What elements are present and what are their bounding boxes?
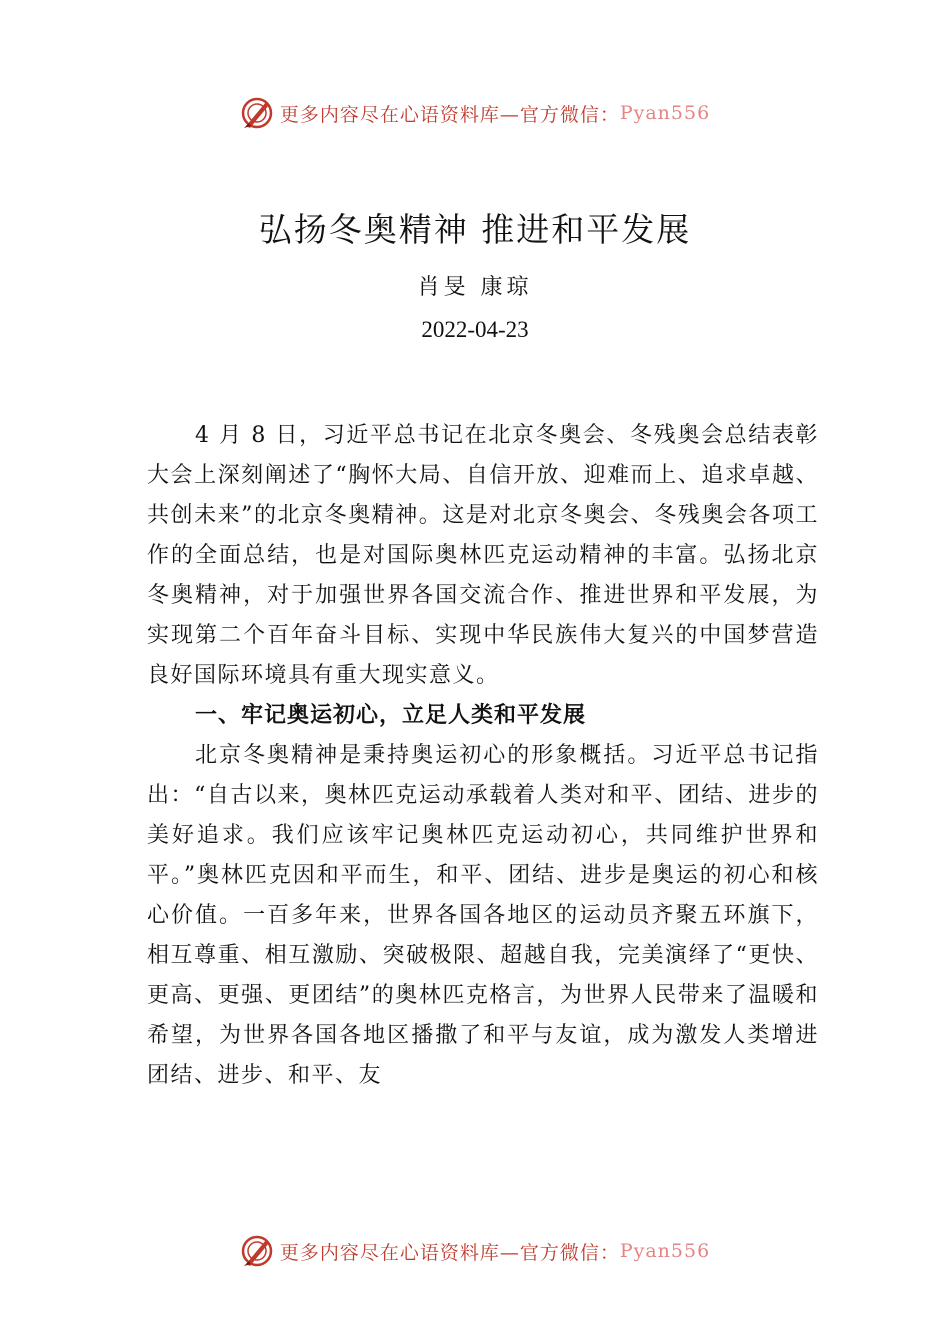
article-title: 弘扬冬奥精神 推进和平发展: [258, 210, 692, 249]
header-watermark: [0, 96, 950, 130]
article-authors: 肖旻 康琼: [417, 275, 533, 300]
brush-logo-icon: [240, 1234, 274, 1268]
brush-logo-icon: [240, 96, 274, 130]
watermark-wechat-id: Pyan556: [619, 1240, 711, 1262]
section-heading: 一、牢记奥运初心，立足人类和平发展: [195, 703, 587, 728]
watermark-text: 更多内容尽在心语资料库—官方微信：: [279, 1241, 620, 1264]
article-body: [147, 416, 819, 1096]
intro-paragraph: 4 月 8 日，习近平总书记在北京冬奥会、冬残奥会总结表彰大会上深刻阐述了“胸怀大局、自信开放、迎难而上、追求卓越、共创未来”的北京冬奥精神。这是对北京冬奥会、冬残奥会各项工作的全面总结，也是对国际奥林匹克运动精神的丰富。弘扬北京冬奥精神，对于加强世界各国交流合作、推进世界和平发展，为实现第二个百年奋斗目标、实现中华民族伟大复兴的中国梦营造良好国际环境具有重大现实意义。: [147, 423, 819, 688]
article-date: 2022-04-23: [421, 317, 529, 342]
footer-watermark: [0, 1234, 950, 1268]
watermark-text: 更多内容尽在心语资料库—官方微信：: [279, 103, 620, 126]
section-paragraph: 北京冬奥精神是秉持奥运初心的形象概括。习近平总书记指出：“自古以来，奥林匹克运动承载着人类对和平、团结、进步的美好追求。我们应该牢记奥林匹克运动初心，共同维护世界和平。”奥林匹克因和平而生，和平、团结、进步是奥运的初心和核心价值。一百多年来，世界各国各地区的运动员齐聚五环旗下，相互尊重、相互激励、突破极限、超越自我，完美演绎了“更快、更高、更强、更团结”的奥林匹克格言，为世界人民带来了温暖和希望，为世界各国各地区播撒了和平与友谊，成为激发人类增进团结、进步、和平、友: [147, 743, 819, 1088]
watermark-wechat-id: Pyan556: [619, 102, 711, 124]
